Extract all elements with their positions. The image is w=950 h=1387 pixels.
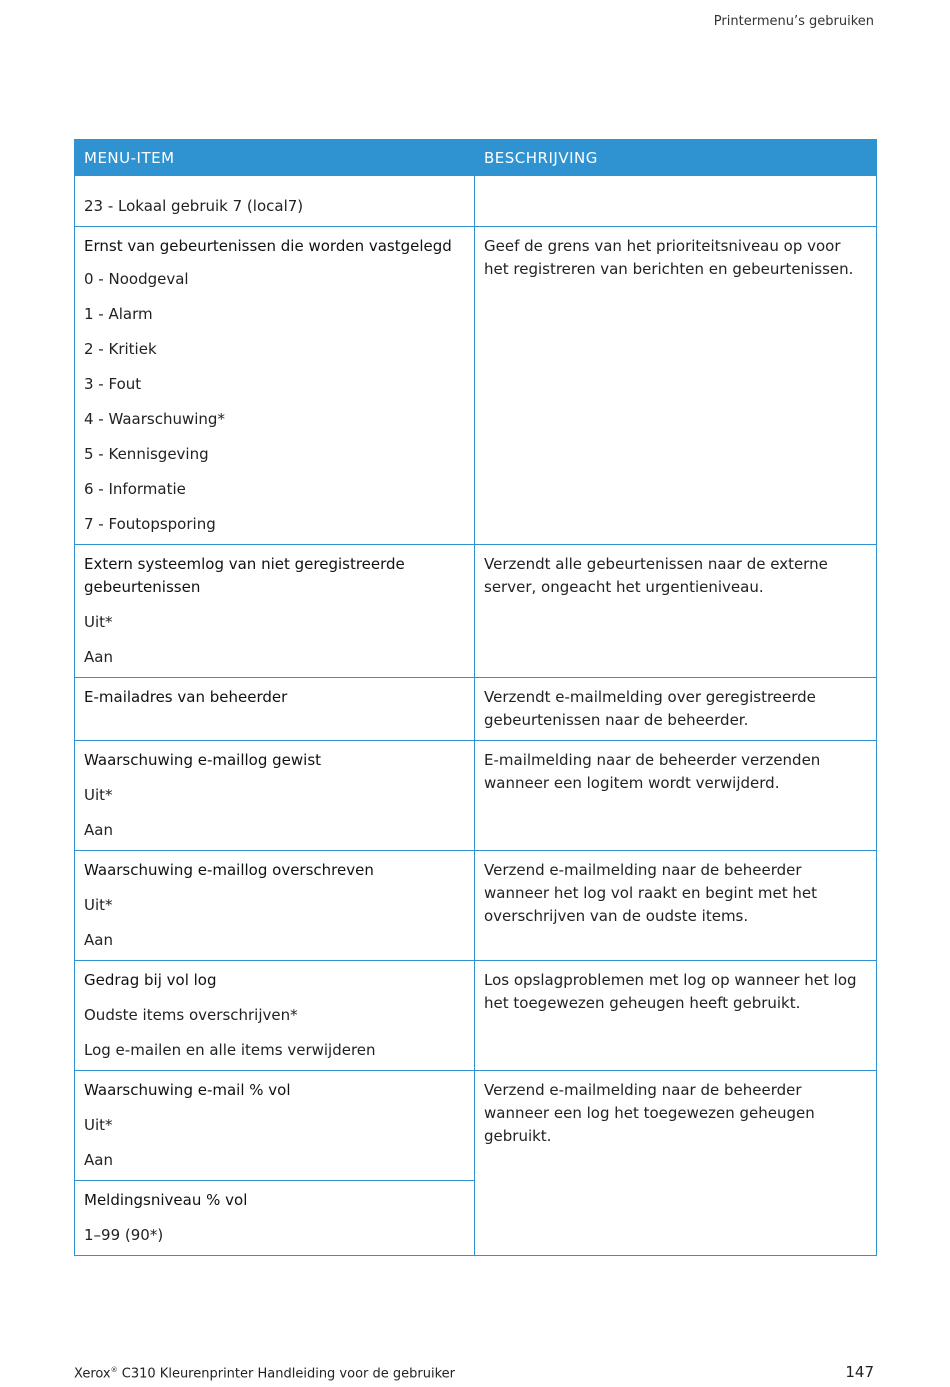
menu-option: Aan [84,1151,113,1169]
table-row [75,176,877,227]
footer-document-title [74,1366,455,1381]
menu-item-description: Verzendt e-mailmelding over geregistreerde gebeurtenissen naar de beheerder. [484,688,816,729]
menu-item-cell [75,678,475,741]
menu-item-title: Extern systeemlog van niet geregistreerde gebeurtenissen [84,555,405,596]
menu-item-title: Gedrag bij vol log [84,971,217,989]
description-cell [475,678,877,741]
menu-item-description: Geef de grens van het prioriteitsniveau op voor het registreren van berichten en gebeurtenissen. [484,237,854,278]
description-cell [475,961,877,1071]
menu-option: 1 - Alarm [84,305,153,323]
menu-option: Uit* [84,786,113,804]
table-row [75,1071,877,1181]
table-row [75,678,877,741]
menu-item-title: Waarschuwing e-maillog gewist [84,751,322,769]
menu-item-cell [75,741,475,851]
menu-option: 23 - Lokaal gebruik 7 (local7) [84,197,304,215]
column-header-description: BESCHRIJVING [475,140,877,176]
menu-option: 7 - Foutopsporing [84,515,216,533]
menu-item-description: E-mailmelding naar de beheerder verzenden wanneer een logitem wordt verwijderd. [484,751,821,792]
description-cell [475,851,877,961]
menu-item-title: Meldingsniveau % vol [84,1191,248,1209]
menu-item-cell [75,176,475,227]
table-row [75,851,877,961]
menu-item-description: Verzend e-mailmelding naar de beheerder wanneer het log vol raakt en begint met het overschrijven van de oudste items. [484,861,817,925]
menu-item-title: Ernst van gebeurtenissen die worden vastgelegd [84,237,452,255]
menu-option: 3 - Fout [84,375,142,393]
description-cell [475,227,877,545]
table-row [75,741,877,851]
running-header: Printermenu’s gebruiken [713,14,874,29]
menu-option: Uit* [84,896,113,914]
menu-item-cell [75,851,475,961]
menu-item-title: Waarschuwing e-maillog overschreven [84,861,374,879]
menu-item-cell [75,961,475,1071]
page-number: 147 [845,1363,874,1381]
menu-option: Log e-mailen en alle items verwijderen [84,1041,376,1059]
footer-title: C310 Kleurenprinter Handleiding voor de gebruiker [121,1366,456,1382]
menu-option: Uit* [84,613,113,631]
menu-table [74,139,877,1256]
table-header-row [75,140,877,176]
menu-option: 2 - Kritiek [84,340,157,358]
menu-option: 6 - Informatie [84,480,186,498]
registered-mark: ® [110,1366,118,1374]
menu-item-cell [75,227,475,545]
menu-item-description: Los opslagproblemen met log op wanneer het log het toegewezen geheugen heeft gebruikt. [484,971,857,1012]
menu-item-cell [75,545,475,678]
description-cell [475,545,877,678]
footer-brand: Xerox [74,1366,111,1382]
menu-option: 5 - Kennisgeving [84,445,209,463]
menu-option: 4 - Waarschuwing* [84,410,225,428]
description-cell [475,176,877,227]
menu-item-title: Waarschuwing e-mail % vol [84,1081,291,1099]
menu-option: Aan [84,931,113,949]
table-row [75,545,877,678]
menu-option: 1–99 (90*) [84,1226,164,1244]
menu-option: Uit* [84,1116,113,1134]
column-header-menu-item: MENU-ITEM [75,140,475,176]
menu-item-description: Verzend e-mailmelding naar de beheerder wanneer een log het toegewezen geheugen gebruikt. [484,1081,815,1145]
menu-option: Oudste items overschrijven* [84,1006,298,1024]
menu-item-cell [75,1181,475,1256]
menu-item-description: Verzendt alle gebeurtenissen naar de externe server, ongeacht het urgentieniveau. [484,555,828,596]
menu-item-cell [75,1071,475,1181]
menu-option: Aan [84,821,113,839]
description-cell [475,1071,877,1256]
menu-item-title: E-mailadres van beheerder [84,688,288,706]
menu-option: 0 - Noodgeval [84,270,189,288]
menu-option: Aan [84,648,113,666]
table-row [75,961,877,1071]
description-cell [475,741,877,851]
table-row [75,227,877,545]
